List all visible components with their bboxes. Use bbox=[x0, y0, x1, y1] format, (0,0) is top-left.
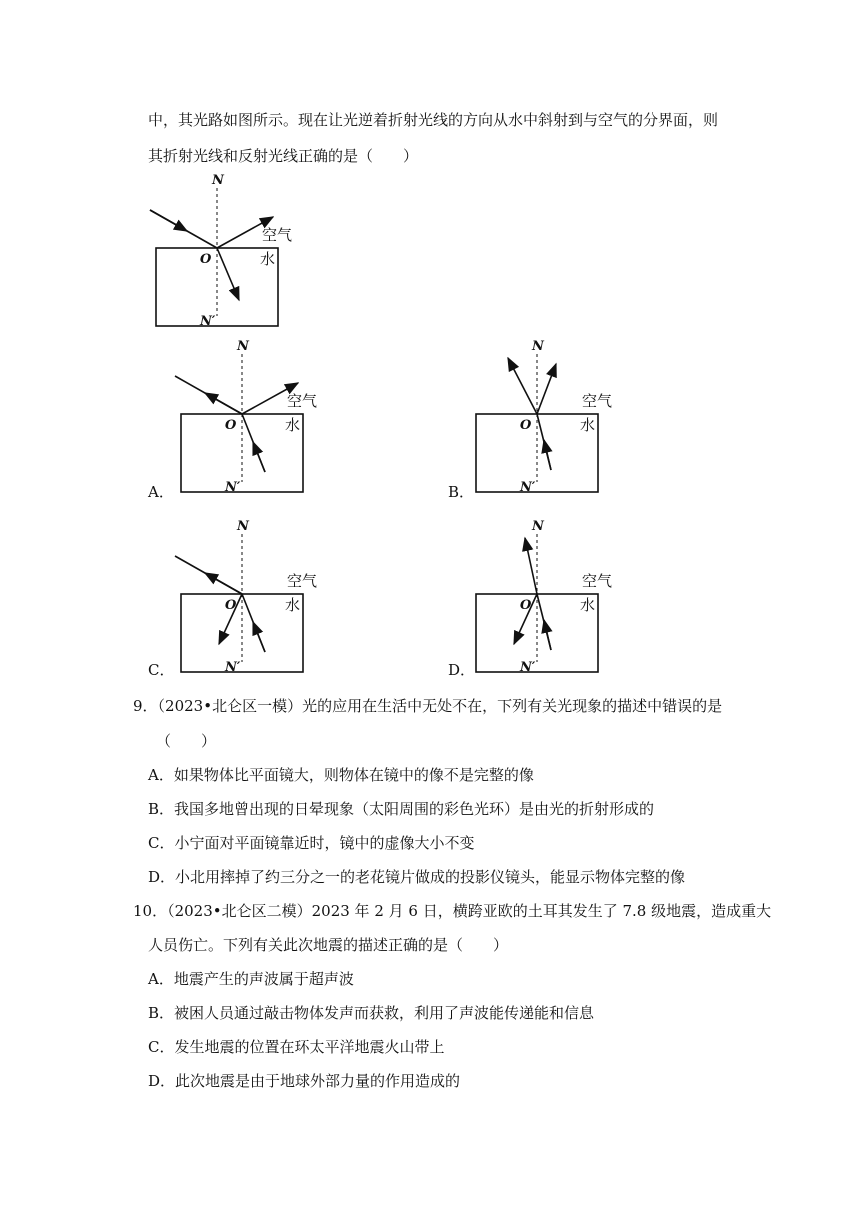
q10-stem-line-2: 人员伤亡。下列有关此次地震的描述正确的是（ ） bbox=[148, 936, 509, 954]
refracted-ray bbox=[217, 248, 239, 300]
q9-stem-line-2: （ ） bbox=[156, 732, 217, 750]
label-normal-top: N bbox=[212, 173, 224, 188]
svg-text:N: N bbox=[237, 339, 249, 354]
svg-text:N′: N′ bbox=[520, 480, 536, 495]
option-d-figure[interactable] bbox=[460, 516, 630, 676]
option-b-figure[interactable] bbox=[460, 336, 630, 496]
incident-arrow bbox=[150, 210, 187, 231]
svg-text:N′: N′ bbox=[520, 660, 536, 675]
svg-text:水: 水 bbox=[580, 416, 596, 434]
intro-line-1: 中，其光路如图所示。现在让光逆着折射光线的方向从水中斜射到与空气的分界面，则 bbox=[148, 111, 719, 129]
q9-option-c[interactable]: C．小宁面对平面镜靠近时，镜中的虚像大小不变 bbox=[148, 834, 475, 852]
svg-text:空气: 空气 bbox=[287, 392, 318, 410]
svg-text:N′: N′ bbox=[225, 660, 241, 675]
svg-text:空气: 空气 bbox=[287, 572, 318, 590]
q10-option-b[interactable]: B．被困人员通过敲击物体发声而获救，利用了声波能传递能和信息 bbox=[148, 1004, 595, 1022]
svg-text:空气: 空气 bbox=[582, 392, 613, 410]
svg-text:O: O bbox=[520, 598, 532, 613]
svg-text:水: 水 bbox=[285, 596, 301, 614]
option-d-letter[interactable]: D． bbox=[448, 661, 476, 679]
q10-stem-line-1: 10．（2023•北仑区二模）2023 年 2 月 6 日，横跨亚欧的土耳其发生了 7.8 级地震，造成重大 bbox=[133, 902, 772, 920]
label-point-o: O bbox=[200, 252, 212, 267]
svg-text:空气: 空气 bbox=[582, 572, 613, 590]
reference-figure bbox=[140, 170, 310, 330]
svg-text:O: O bbox=[225, 418, 237, 433]
svg-text:N′: N′ bbox=[225, 480, 241, 495]
svg-text:O: O bbox=[225, 598, 237, 613]
svg-text:水: 水 bbox=[285, 416, 301, 434]
label-water: 水 bbox=[260, 250, 276, 268]
option-b-letter[interactable]: B． bbox=[448, 483, 475, 501]
q10-option-d[interactable]: D．此次地震是由于地球外部力量的作用造成的 bbox=[148, 1072, 461, 1090]
option-c-figure[interactable] bbox=[165, 516, 335, 676]
label-air: 空气 bbox=[262, 226, 293, 244]
svg-text:N: N bbox=[532, 519, 544, 534]
option-c-letter[interactable]: C． bbox=[148, 661, 175, 679]
svg-text:N: N bbox=[237, 519, 249, 534]
option-a-letter[interactable]: A． bbox=[148, 483, 174, 501]
svg-text:水: 水 bbox=[580, 596, 596, 614]
intro-line-2: 其折射光线和反射光线正确的是（ ） bbox=[148, 147, 419, 165]
q9-stem-line-1: 9．（2023•北仑区一模）光的应用在生活中无处不在，下列有关光现象的描述中错误的是 bbox=[133, 697, 723, 715]
svg-text:N: N bbox=[532, 339, 544, 354]
q9-option-d[interactable]: D．小北用摔掉了约三分之一的老花镜片做成的投影仪镜头，能显示物体完整的像 bbox=[148, 868, 686, 886]
q10-option-c[interactable]: C．发生地震的位置在环太平洋地震火山带上 bbox=[148, 1038, 445, 1056]
q9-option-a[interactable]: A．如果物体比平面镜大，则物体在镜中的像不是完整的像 bbox=[148, 766, 534, 784]
option-a-figure[interactable] bbox=[165, 336, 335, 496]
q9-option-b[interactable]: B．我国多地曾出现的日晕现象（太阳周围的彩色光环）是由光的折射形成的 bbox=[148, 800, 655, 818]
label-normal-bottom: N′ bbox=[200, 314, 216, 329]
q10-option-a[interactable]: A．地震产生的声波属于超声波 bbox=[148, 970, 354, 988]
svg-text:O: O bbox=[520, 418, 532, 433]
